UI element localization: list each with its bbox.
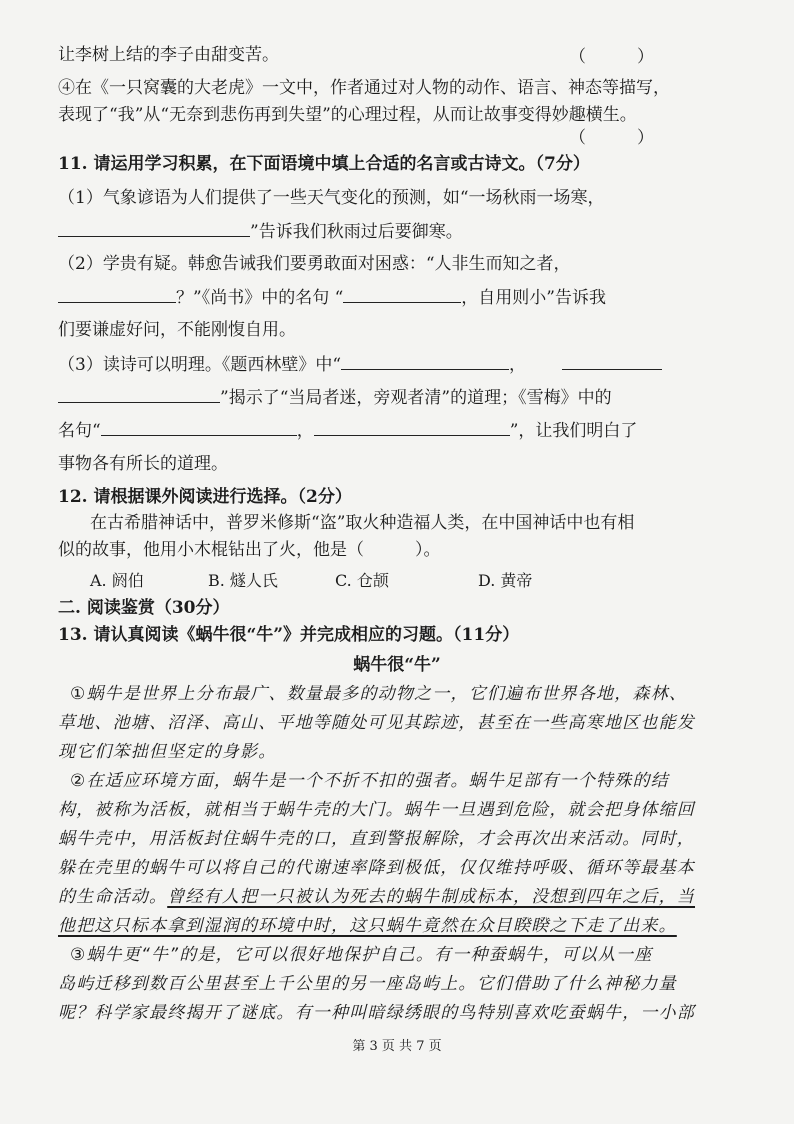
text-line: ④在《一只窝囊的大老虎》一文中，作者通过对人物的动作、语言、神态等描写， xyxy=(58,78,670,98)
text-line: 们要谦虚好问，不能刚愎自用。 xyxy=(58,320,296,340)
fill-blank[interactable] xyxy=(58,284,176,303)
text-line: 让李树上结的李子由甜变苦。 xyxy=(58,45,279,65)
question-11-heading: 11. 请运用学习积累，在下面语境中填上合适的名言或古诗文。（7分） xyxy=(58,154,590,174)
article-line: 构，被称为活板，就相当于蜗牛壳的大门。蜗牛一旦遇到危险，就会把身体缩回 xyxy=(58,800,695,820)
text-line: 表现了“我”从“无奈到悲伤再到失望”的心理过程，从而让故事变得妙趣横生。 xyxy=(58,105,637,125)
article-line: 现它们笨拙但坚定的身影。 xyxy=(58,742,277,762)
fill-blank[interactable] xyxy=(58,384,220,403)
text-line: ”揭示了“当局者迷，旁观者清”的道理；《雪梅》中的 xyxy=(58,384,740,411)
answer-paren[interactable]: （ ） xyxy=(569,128,654,148)
option-c[interactable]: C. 仓颉 xyxy=(335,571,389,590)
fill-blank[interactable] xyxy=(341,351,509,370)
text-line: ？”《尚书》中的名句 “ ，自用则小”告诉我 xyxy=(58,284,740,311)
underlined-sentence: 他把这只标本拿到湿润的环境中时，这只蜗牛竟然在众目睽睽之下走了出来。 xyxy=(58,916,677,936)
page-footer: 第 3 页 共 7 页 xyxy=(352,1039,442,1054)
text-line: 名句“ ， ”，让我们明白了 xyxy=(58,417,740,444)
option-d[interactable]: D. 黄帝 xyxy=(478,571,533,590)
fill-blank[interactable] xyxy=(314,417,510,436)
text-line: 似的故事，他用小木棍钻出了火，他是（ ）。 xyxy=(58,540,441,560)
text-line: （2）学贵有疑。韩愈告诫我们要勇敢面对困惑：“人非生而知之者， xyxy=(58,254,571,274)
article-title: 蜗牛很“牛” xyxy=(353,655,441,675)
fill-blank[interactable] xyxy=(562,351,662,370)
article-line: 躲在壳里的蜗牛可以将自己的代谢速率降到极低，仅仅维持呼吸、循环等最基本 xyxy=(58,858,695,878)
option-a[interactable]: A. 阏伯 xyxy=(90,571,144,590)
article-line: 草地、池塘、沼泽、高山、平地等随处可见其踪迹，甚至在一些高寒地区也能发 xyxy=(58,713,695,733)
section-2-heading: 二. 阅读鉴赏（30分） xyxy=(58,598,230,618)
text-line: （3）读诗可以明理。《题西林壁》中“ ， xyxy=(58,351,740,378)
underlined-sentence: 曾经有人把一只被认为死去的蜗牛制成标本，没想到四年之后，当 xyxy=(167,887,696,907)
article-line: ③蜗牛更“牛”的是，它可以很好地保护自己。有一种蚕蜗牛，可以从一座 xyxy=(70,945,653,965)
answer-paren[interactable]: （ ） xyxy=(569,47,654,67)
article-line: ②在适应环境方面，蜗牛是一个不折不扣的强者。蜗牛足部有一个特殊的结 xyxy=(70,771,669,791)
option-b[interactable]: B. 燧人氏 xyxy=(208,571,278,590)
text-line: 在古希腊神话中，普罗米修斯“盗”取火种造福人类，在中国神话中也有相 xyxy=(90,513,635,533)
article-line: 蜗牛壳中，用活板封住蜗牛壳的口，直到警报解除，才会再次出来活动。同时， xyxy=(58,829,695,849)
article-line: 岛屿迁移到数百公里甚至上千公里的另一座岛屿上。它们借助了什么神秘力量 xyxy=(58,974,677,994)
text-line: 事物各有所长的道理。 xyxy=(58,454,228,474)
article-line: 的生命活动。曾经有人把一只被认为死去的蜗牛制成标本，没想到四年之后，当 xyxy=(58,887,696,907)
question-12-heading: 12. 请根据课外阅读进行选择。（2分） xyxy=(58,487,352,507)
fill-blank[interactable] xyxy=(58,218,250,237)
fill-blank[interactable] xyxy=(101,417,297,436)
article-line: ①蜗牛是世界上分布最广、数量最多的动物之一，它们遍布世界各地，森林、 xyxy=(70,684,688,704)
question-13-heading: 13. 请认真阅读《蜗牛很“牛”》并完成相应的习题。（11分） xyxy=(58,625,520,645)
text-line: （1）气象谚语为人们提供了一些天气变化的预测，如“一场秋雨一场寒， xyxy=(58,188,605,208)
text-line: ”告诉我们秋雨过后要御寒。 xyxy=(58,218,740,245)
fill-blank[interactable] xyxy=(343,284,461,303)
article-line: 呢？科学家最终揭开了谜底。有一种叫暗绿绣眼的鸟特别喜欢吃蚕蜗牛，一小部 xyxy=(58,1003,695,1023)
